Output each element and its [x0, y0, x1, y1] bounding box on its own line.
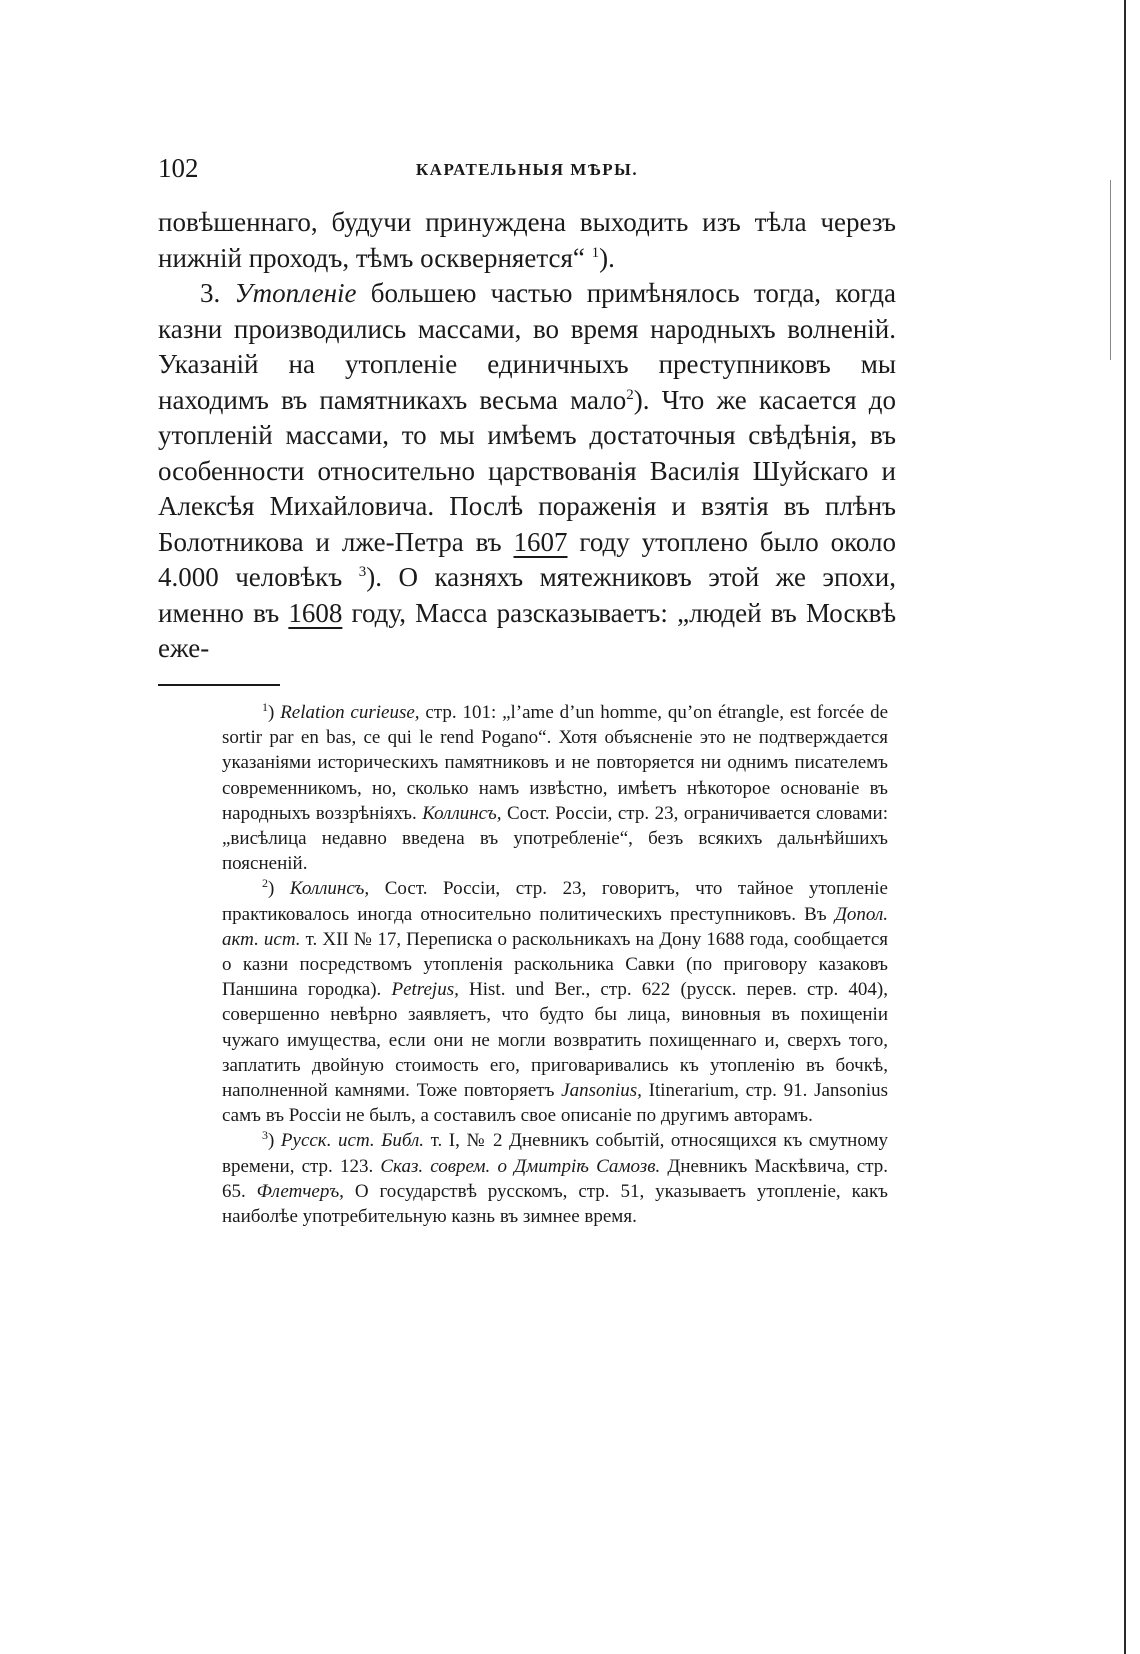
paragraph-drowning: 3. Утопленіе большею частью примѣнялось тогда, когда казни производились массами, во время народныхъ волненій. Указаній на утопленіе единичныхъ преступниковъ мы находимъ въ памятникахъ весьма мало$^2$). Что же касается до утопленій массами, то мы имѣемъ достаточныя свѣдѣнія, въ особенности относительно царствованія Василія Шуйскаго и Алексѣя Михайловича. Послѣ пораженія и взятія въ плѣнъ Болотникова и лже-Петра въ 1607 году утоплено было около 4.000 человѣкъ $^3$). О казняхъ мятежниковъ этой же эпохи, именно въ 1608 году, Масса разсказываетъ: „людей въ Москвѣ еже- [158, 278, 897, 663]
footnote-ref-2: 2 [626, 386, 634, 403]
footnote-2: $^2$) Коллинсъ, Сост. Россіи, стр. 23, говоритъ, что тайное утопленіе практиковалось иногда относительно политическихъ преступниковъ. Въ Допол. акт. ист. т. XII № 17, Переписка о раскольникахъ на Дону 1688 года, сообщается о казни посредствомъ утопленія раскольника Савки (по приговору казаковъ Паншина городка). Petrejus, Hist. und Ber., стр. 622 (русск. перев. стр. 404), совершенно невѣрно заявляетъ, что будто бы лица, виновныя въ похищеніи чужаго имущества, если они не могли возвратить похищеннаго и, сверхъ того, заплатить двойную стоимость его, приговаривались къ утопленію въ бочкѣ, наполненной камнями. Тоже повторяетъ Jansonius, Itinerarium, стр. 91. Jansonius самъ въ Россіи не былъ, а составилъ свое описаніе по другимъ авторамъ. [222, 876, 888, 1127]
footnote-3: $^3$) Русск. ист. Библ. т. I, № 2 Дневникъ событій, относящихся къ смутному времени, стр. 123. Сказ. соврем. о Дмитріѣ Самозв. Дневникъ Маскѣвича, стр. 65. Флетчеръ, О государствѣ русскомъ, стр. 51, указываетъ утопленіе, какъ наиболѣе употребительную казнь въ зимнее время. [222, 1128, 889, 1228]
main-text [158, 205, 896, 667]
term-drowning: Утопленіе [234, 278, 357, 308]
footnote-1: $^1$) Relation curieuse, стр. 101: „l’ame d’un homme, qu’on étrangle, est forcée de sortir par en bas, ce qui le rend Pogano“. Хотя объясненіе это не подтверждается указаніями историческихъ памятниковъ и не повторяется ни однимъ писателемъ современникомъ, но, сколько намъ извѣстно, имѣетъ нѣкоторое основаніе въ народныхъ воззрѣніяхъ. Коллинсъ, Сост. Россіи, стр. 23, ограничивается словами: „висѣлица недавно введена въ употребленіе“, безъ всякихъ дальнѣйшихъ поясненій. [222, 700, 888, 875]
footnote-ref-3: 3 [358, 564, 367, 580]
page-header [158, 150, 896, 190]
page-number: 102 [158, 153, 199, 183]
page-edge-line [1124, 0, 1126, 1654]
paragraph-continued: повѣшеннаго, будучи принуждена выходить изъ тѣла черезъ нижній проходъ, тѣмъ оскверняется“ $^1$). [158, 207, 896, 273]
underlined-year-1607: 1607 [513, 526, 568, 557]
footnotes [222, 700, 888, 1229]
running-head: КАРАТЕЛЬНЫЯ МѢРЫ. [415, 160, 639, 179]
page-edge-shadow [1110, 180, 1111, 360]
underlined-year-1608: 1608 [288, 597, 343, 628]
footnote-separator [158, 684, 280, 686]
footnote-ref-1: 1 [591, 244, 600, 261]
